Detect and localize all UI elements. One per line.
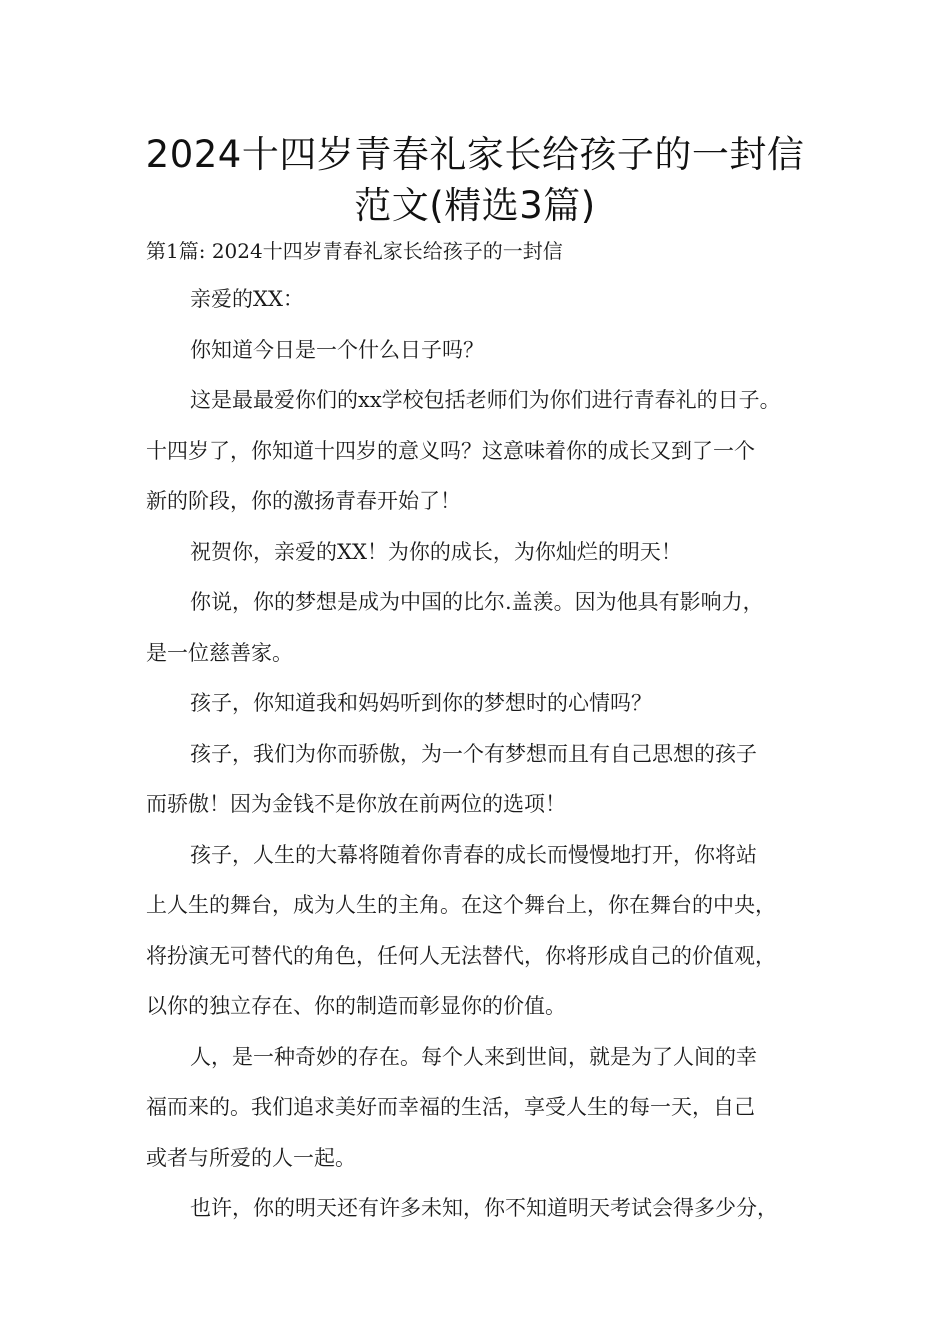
body-line: 人，是一种奇妙的存在。每个人来到世间，就是为了人间的幸: [190, 1044, 757, 1069]
body-line: 或者与所爱的人一起。: [146, 1145, 356, 1170]
body-line: 你知道今日是一个什么日子吗？: [190, 337, 484, 362]
body-line: 而骄傲！因为金钱不是你放在前两位的选项！: [146, 792, 566, 816]
letter-body: [146, 284, 836, 1244]
body-line: 是一位慈善家。: [146, 640, 293, 665]
body-line: 孩子，人生的大幕将随着你青春的成长而慢慢地打开，你将站: [190, 842, 757, 867]
body-line: 福而来的。我们追求美好而幸福的生活，享受人生的每一天，自己: [146, 1095, 755, 1119]
body-line: 孩子，我们为你而骄傲，为一个有梦想而且有自己思想的孩子: [190, 741, 757, 766]
body-line: 十四岁了，你知道十四岁的意义吗？这意味着你的成长又到了一个: [146, 438, 755, 463]
body-line: 也许，你的明天还有许多未知，你不知道明天考试会得多少分，: [190, 1196, 778, 1220]
body-line: 以你的独立存在、你的制造而彰显你的价值。: [146, 994, 566, 1018]
body-line: 孩子，你知道我和妈妈听到你的梦想时的心情吗？: [190, 691, 652, 715]
document-title-line-1: 2024十四岁青春礼家长给孩子的一封信: [145, 133, 805, 176]
body-line: 上人生的舞台，成为人生的主角。在这个舞台上，你在舞台的中央，: [146, 893, 776, 917]
section-heading: 第1篇: 2024十四岁青春礼家长给孩子的一封信: [146, 239, 563, 263]
body-line: 将扮演无可替代的角色，任何人无法替代，你将形成自己的价值观，: [146, 943, 776, 968]
body-line: 祝贺你，亲爱的XX！为你的成长，为你灿烂的明天！: [190, 539, 682, 564]
document-title-line-2: 范文(精选3篇): [354, 184, 596, 227]
body-line: 这是最最爱你们的xx学校包括老师们为你们进行青春礼的日子。: [190, 388, 781, 412]
body-line: 你说，你的梦想是成为中国的比尔.盖羡。因为他具有影响力，: [190, 590, 764, 614]
body-line: 新的阶段，你的激扬青春开始了！: [146, 489, 461, 513]
letter-salutation: 亲爱的XX：: [190, 287, 304, 311]
